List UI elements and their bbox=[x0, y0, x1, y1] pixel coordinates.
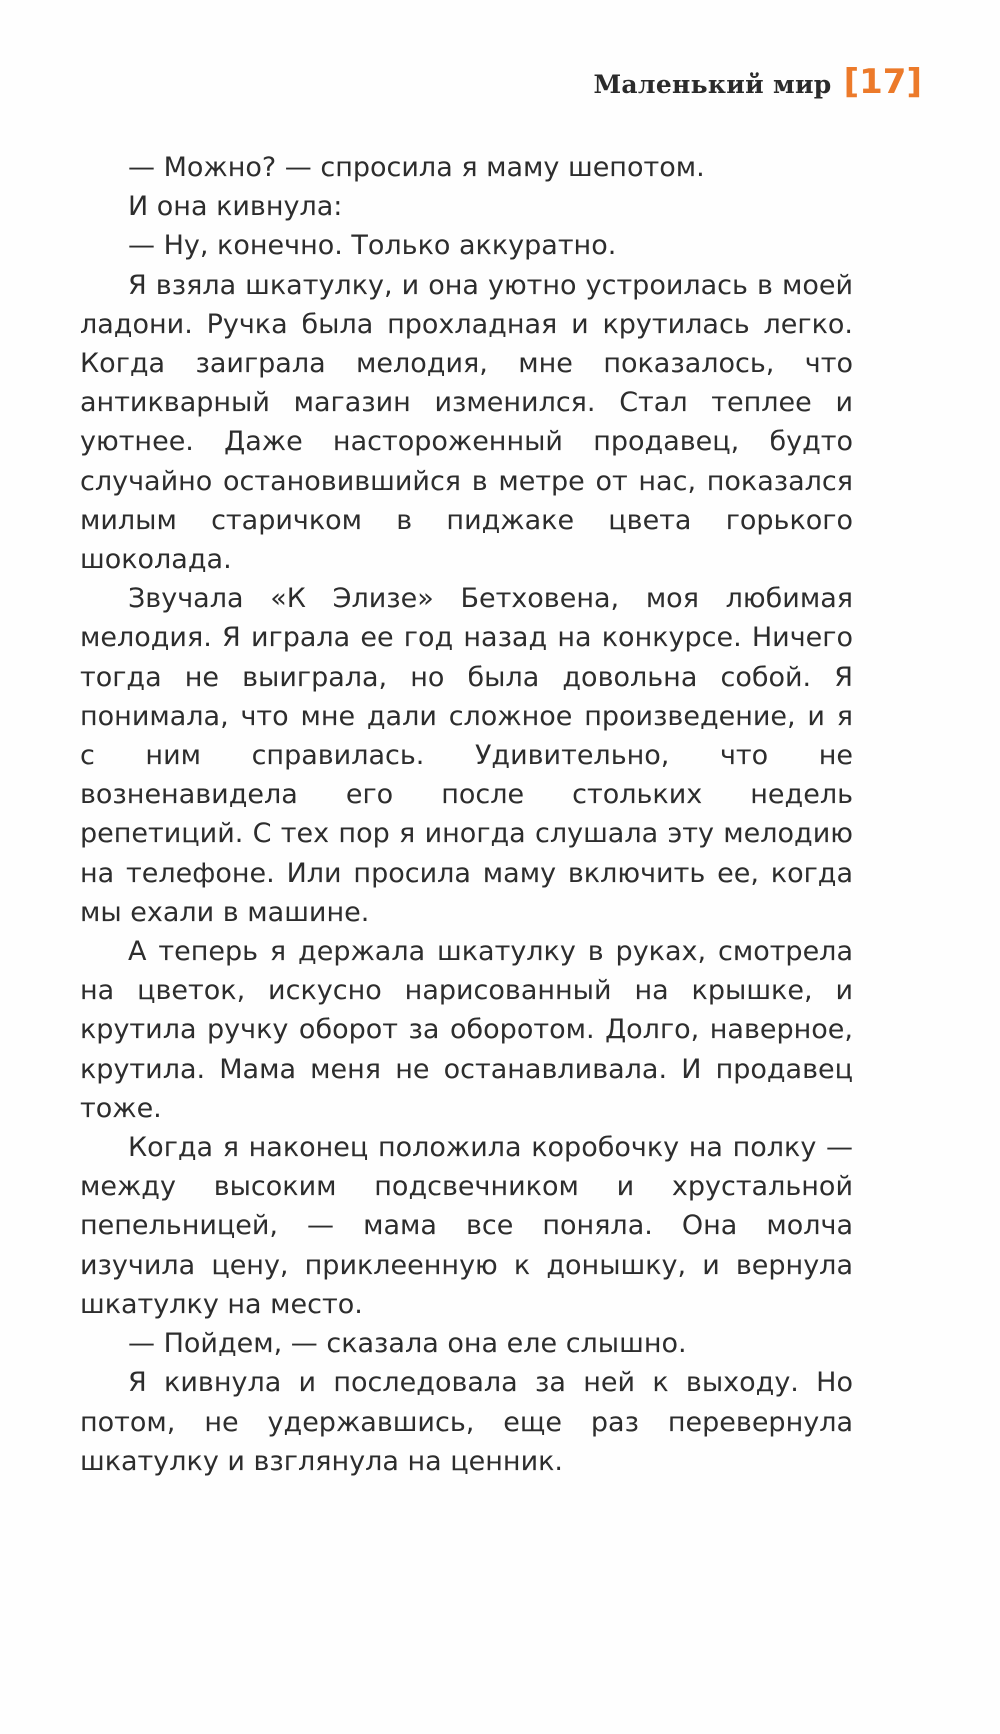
paragraph: Звучала «К Элизе» Бетховена, моя любимая мелодия. Я играла ее год назад на конкурсе. Ничего тогда не выиграла, но была довольна собой. Я понимала, что мне дали сложное произведение, и я с ним справилась. Удивительно, что не возненавидела его после стольких недель репетиций. С тех пор я иногда слушала эту мелодию на телефоне. Или просила маму включить ее, когда мы ехали в машине. bbox=[80, 583, 853, 928]
paragraph: — Можно? — спросила я маму шепотом. bbox=[128, 152, 705, 183]
paragraph: — Пойдем, — сказала она еле слышно. bbox=[128, 1328, 687, 1360]
paragraph: Я взяла шкатулку, и она уютно устроилась в моей ладони. Ручка была прохладная и крутилась легко. Когда заиграла мелодия, мне показалось, что антикварный магазин изменился. Стал теплее и уютнее. Даже настороженный продавец, будто случайно остановившийся в метре от нас, показался милым старичком в пиджаке цвета горького шоколада. bbox=[80, 269, 853, 576]
paragraph: — Ну, конечно. Только аккуратно. bbox=[128, 230, 617, 262]
paragraph: Я кивнула и последовала за ней к выходу. Но потом, не удержавшись, еще раз перевернула шкатулку и взглянула на ценник. bbox=[80, 1367, 853, 1477]
body-text bbox=[80, 148, 853, 1481]
running-head bbox=[593, 62, 922, 102]
paragraph: А теперь я держала шкатулку в руках, смотрела на цветок, искусно нарисованный на крышке, и крутила ручку оборот за оборотом. Долго, наверное, крутила. Мама меня не останавливала. И продавец тоже. bbox=[80, 936, 853, 1124]
page-number: [17] bbox=[843, 62, 922, 102]
book-title: Маленький мир bbox=[593, 70, 832, 99]
paragraph: И она кивнула: bbox=[128, 191, 343, 223]
paragraph: Когда я наконец положила коробочку на полку — между высоким подсвечником и хрустальной пепельницей, — мама все поняла. Она молча изучила цену, приклеенную к донышку, и вернула шкатулку на место. bbox=[80, 1132, 853, 1320]
